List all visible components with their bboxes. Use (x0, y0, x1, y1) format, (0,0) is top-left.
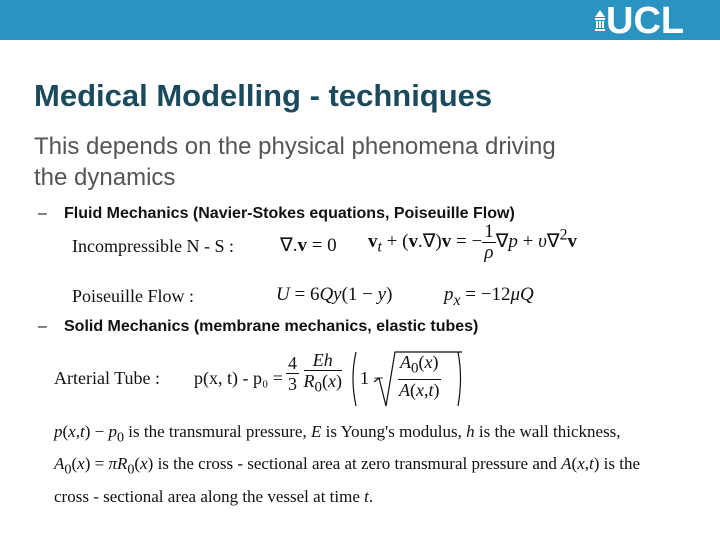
area-ratio (398, 352, 441, 400)
ns-momentum: $v_t + (v.\nabla)v$ = − $\frac{1}{\rho}$ ∇p + υ∇$^2$v (368, 221, 577, 263)
description-line-3: cross - sectional area along the vessel at time t. (54, 487, 374, 506)
description-line-2: $A_0(x) = \pi R_0(x)$ is the cross - sectional area at zero transmural pressure and A(x,t) is the (54, 454, 641, 478)
a0-over-a: $\frac{A_0(x)}{A(x,t)}$ (398, 352, 440, 400)
one-minus: 1 − (360, 368, 384, 388)
poiseuille-pressure: $p_x = -12\mu Q$ (444, 284, 534, 309)
four-thirds: $\frac{4}{3}$ (288, 353, 297, 395)
ns-fraction: $\frac{1}{\rho}$ (484, 221, 494, 263)
bullet-text: Fluid Mechanics (Navier-Stokes equations, Poiseuille Flow) (64, 205, 515, 222)
eh-over-r0: $\frac{Eh}{R_0(x)}$ (303, 350, 342, 396)
description-line-1: $p(x,t) - p_0$ is the transmural pressure, E is Young's modulus, h is the wall thickness, (54, 422, 621, 446)
ucl-logo (594, 0, 704, 42)
ns-continuity: ∇.v = 0 (280, 235, 337, 256)
poiseuille-velocity: U = 6Qy(1 − y) (276, 284, 393, 305)
ns-label: Incompressible N - S : (72, 236, 234, 256)
slide-title: Medical Modelling - techniques (34, 78, 493, 113)
bullet-solid-mechanics (38, 318, 478, 336)
portico-icon (594, 10, 606, 32)
intro-text (34, 131, 694, 193)
bullet-dash: – (38, 205, 47, 222)
arterial-lhs: p(x, t) - p₀ = (194, 368, 283, 388)
bullet-fluid-mechanics (38, 205, 515, 223)
bullet-dash: – (38, 318, 47, 335)
arterial-label: Arterial Tube : (54, 368, 160, 388)
ucl-wordmark: UCL (606, 0, 685, 42)
poiseuille-label: Poiseuille Flow : (72, 286, 195, 306)
arterial-rhs (286, 350, 342, 398)
bullet-text: Solid Mechanics (membrane mechanics, elastic tubes) (64, 318, 479, 335)
intro-line-1: This depends on the physical phenomena driving (34, 133, 556, 160)
intro-line-2: the dynamics (34, 164, 176, 191)
